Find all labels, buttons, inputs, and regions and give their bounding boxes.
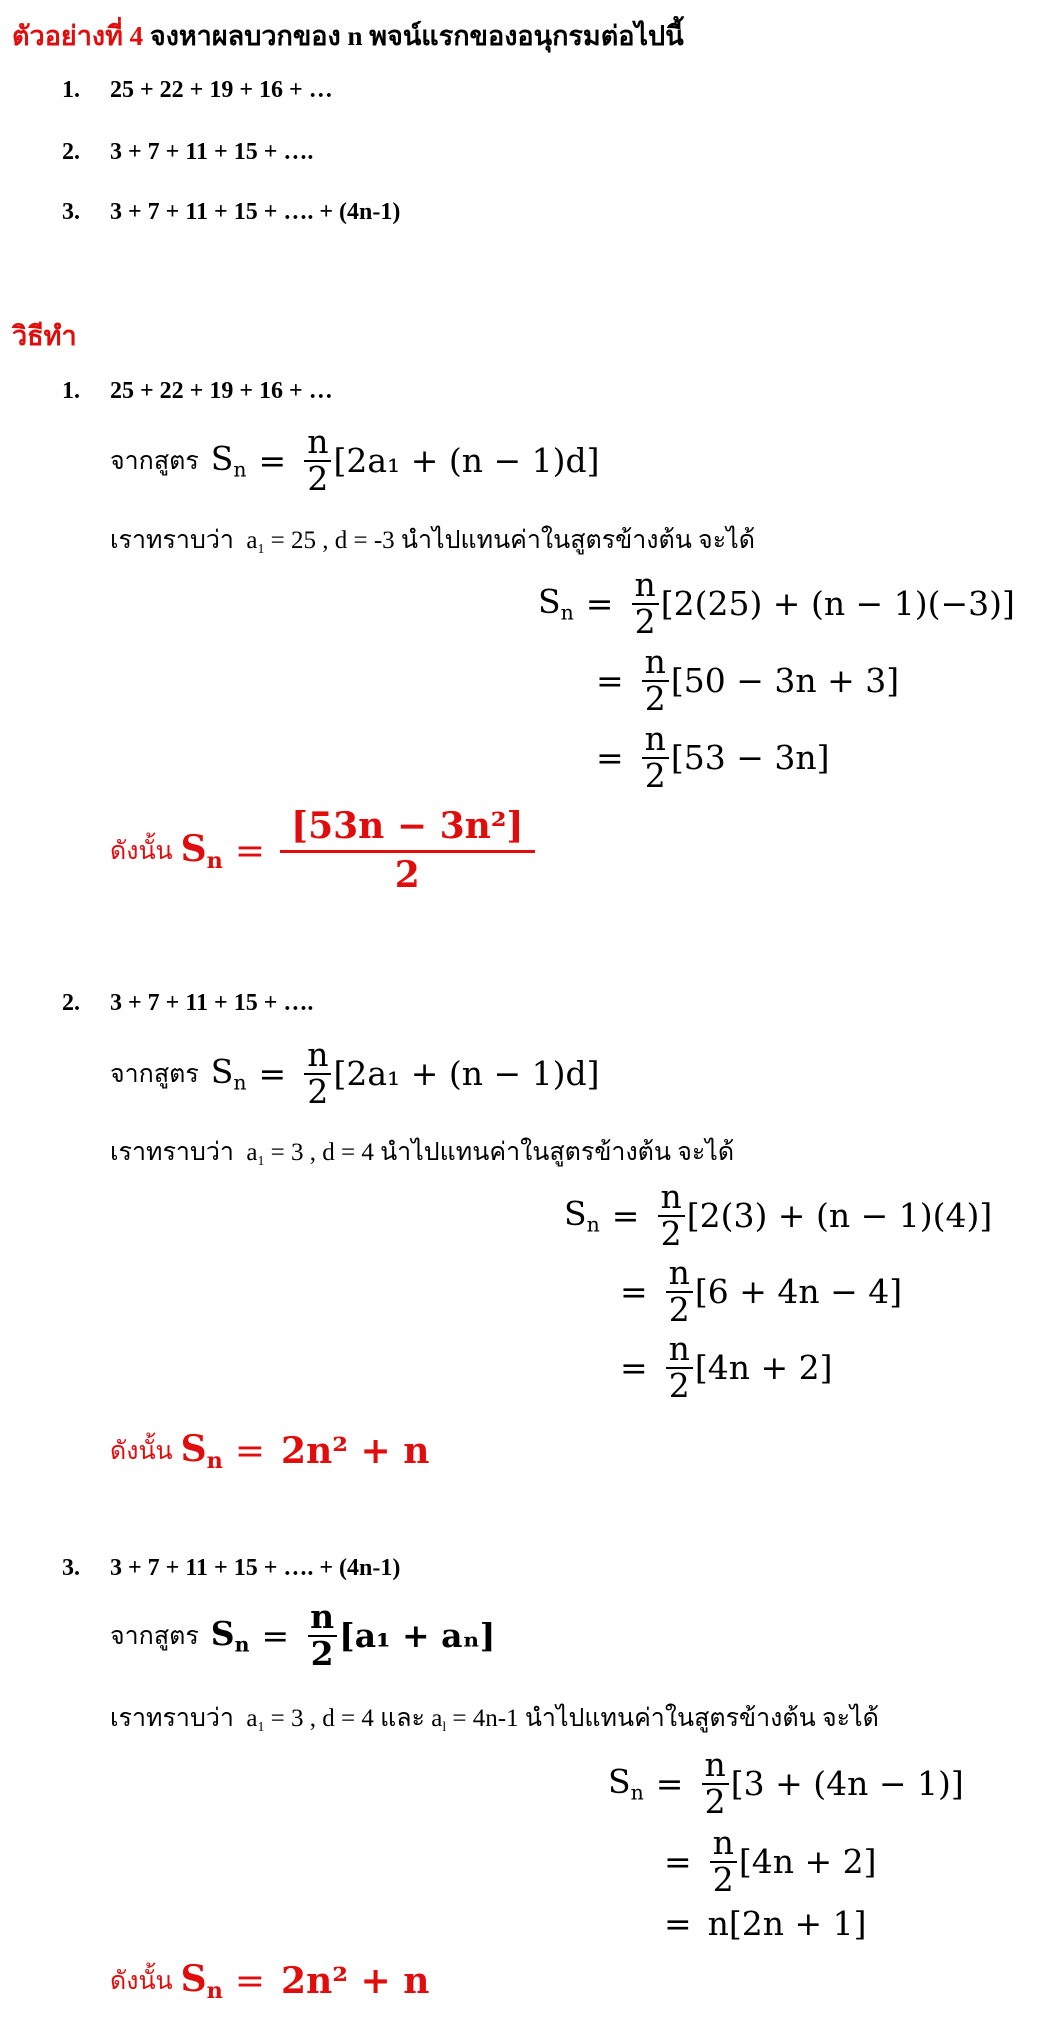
- section-1-given: เราทราบว่า a1 = 25 , d = -3 นำไปแทนค่าในสูตรข้างต้น จะได้: [110, 527, 755, 556]
- formula-bracket: [a₁ + aₙ]: [339, 1616, 496, 1656]
- section-number: 3.: [62, 1555, 80, 1581]
- problem-series: 3 + 7 + 11 + 15 + …. + (4n-1): [110, 199, 401, 225]
- section-3-answer: ดังนั้น $S_n$ = 2n² + n: [110, 1958, 430, 2005]
- answer-value: 2n² + n: [281, 1430, 430, 1473]
- step-expression: [2(3) + (n − 1)(4)]: [686, 1196, 993, 1236]
- section-1-step-1: $S_n$ = $\frac{n}{2}$ [2(25) + (n − 1)(−3)]: [538, 565, 1015, 641]
- step-expression: [3 + (4n − 1)]: [730, 1764, 964, 1804]
- answer-prefix: ดังนั้น: [110, 1438, 173, 1466]
- section-3-step-2: = $\frac{n}{2}$ [4n + 2]: [664, 1823, 877, 1899]
- section-series: 25 + 22 + 19 + 16 + …: [110, 378, 333, 404]
- section-1-formula: จากสูตร $S_n$ = $\frac{n}{2}$ [2a₁ + (n − 1)d]: [110, 422, 600, 498]
- section-number: 1.: [62, 378, 80, 404]
- answer-prefix: ดังนั้น: [110, 1968, 173, 1996]
- section-number: 2.: [62, 990, 80, 1016]
- section-2-formula: จากสูตร $S_n$ = $\frac{n}{2}$ [2a₁ + (n − 1)d]: [110, 1035, 600, 1111]
- step-expression: [6 + 4n − 4]: [694, 1272, 903, 1312]
- example-label: ตัวอย่างที่ 4: [12, 21, 144, 51]
- section-2-given: เราทราบว่า a1 = 3 , d = 4 นำไปแทนค่าในสูตรข้างต้น จะได้: [110, 1139, 735, 1168]
- section-2-answer: ดังนั้น $S_n$ = 2n² + n: [110, 1428, 430, 1475]
- section-3-given: เราทราบว่า a1 = 3 , d = 4 และ al = 4n-1 นำไปแทนค่าในสูตรข้างต้น จะได้: [110, 1705, 879, 1734]
- problem-item-3: [62, 199, 400, 226]
- step-expression: [4n + 2]: [694, 1348, 833, 1388]
- example-heading: [12, 14, 684, 57]
- problem-number: 1.: [62, 77, 80, 103]
- section-2-step-2: = $\frac{n}{2}$ [6 + 4n − 4]: [620, 1253, 903, 1329]
- formula-prefix: จากสูตร: [110, 447, 199, 475]
- problem-item-2: [62, 139, 313, 166]
- formula-prefix: จากสูตร: [110, 1622, 199, 1650]
- step-expression: [2(25) + (n − 1)(−3)]: [660, 584, 1015, 624]
- step-expression: [53 − 3n]: [670, 738, 830, 778]
- section-3-formula: จากสูตร $S_n$ = $\frac{n}{2}$ [a₁ + aₙ]: [110, 1597, 496, 1673]
- step-expression: n[2n + 1]: [707, 1904, 867, 1943]
- section-series: 3 + 7 + 11 + 15 + …. + (4n-1): [110, 1555, 401, 1581]
- section-2-step-1: $S_n$ = $\frac{n}{2}$ [2(3) + (n − 1)(4)]: [564, 1177, 993, 1253]
- formula-bracket: [2a₁ + (n − 1)d]: [333, 1054, 600, 1094]
- problem-series: 3 + 7 + 11 + 15 + ….: [110, 139, 314, 165]
- section-1-series: [62, 378, 333, 405]
- step-expression: [50 − 3n + 3]: [670, 661, 900, 701]
- section-1-answer: ดังนั้น $S_n$ = $\frac{\text{[53n − 3n²]}}{2}$: [110, 808, 534, 895]
- answer-value: 2n² + n: [281, 1960, 430, 2003]
- section-1-step-2: = $\frac{n}{2}$ [50 − 3n + 3]: [596, 642, 900, 718]
- fraction-n-over-2: $\frac{n}{2}$: [304, 425, 331, 496]
- problem-series: 25 + 22 + 19 + 16 + …: [110, 77, 333, 103]
- section-1-step-3: = $\frac{n}{2}$ [53 − 3n]: [596, 719, 830, 795]
- section-3-step-1: $S_n$ = $\frac{n}{2}$ [3 + (4n − 1)]: [608, 1745, 964, 1821]
- problem-number: 2.: [62, 139, 80, 165]
- example-instruction: จงหาผลบวกของ n พจน์แรกของอนุกรมต่อไปนี้: [149, 21, 684, 51]
- problem-item-1: [62, 77, 333, 104]
- formula-bracket: [2a₁ + (n − 1)d]: [333, 441, 600, 481]
- solution-label: วิธีทำ: [12, 321, 77, 351]
- problem-number: 3.: [62, 199, 80, 225]
- section-2-series: [62, 990, 313, 1017]
- section-2-step-3: = $\frac{n}{2}$ [4n + 2]: [620, 1329, 833, 1405]
- section-series: 3 + 7 + 11 + 15 + ….: [110, 990, 314, 1016]
- answer-fraction: $\frac{\text{[53n − 3n²]}}{2}$: [283, 808, 532, 895]
- section-3-series: [62, 1555, 400, 1582]
- step-expression: [4n + 2]: [738, 1842, 877, 1882]
- answer-prefix: ดังนั้น: [110, 838, 173, 866]
- formula-prefix: จากสูตร: [110, 1060, 199, 1088]
- section-3-step-3: = n[2n + 1]: [664, 1904, 867, 1943]
